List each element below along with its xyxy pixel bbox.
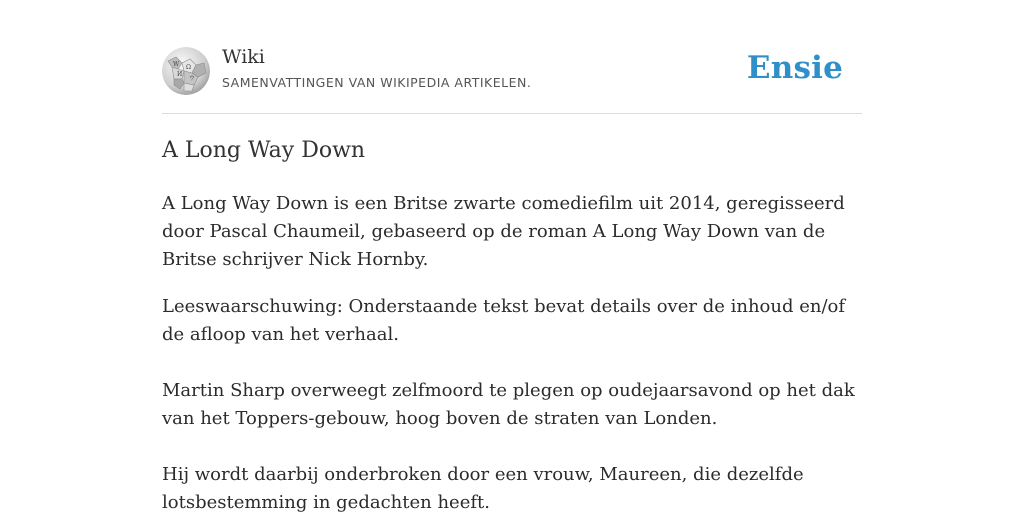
header bbox=[162, 0, 862, 114]
article-paragraph-intro: A Long Way Down is een Britse zwarte comediefilm uit 2014, geregisseerd door Pascal Chaumeil, gebaseerd op de roman A Long Way Down van de Britse schrijver Nick Hornby. bbox=[162, 193, 845, 270]
svg-text:И: И bbox=[177, 71, 183, 78]
svg-text:Ω: Ω bbox=[186, 64, 191, 71]
article-title: A Long Way Down bbox=[162, 138, 366, 163]
svg-text:W: W bbox=[173, 61, 180, 68]
article-paragraph: Martin Sharp overweegt zelfmoord te plegen op oudejaarsavond op het dak van het Toppers-gebouw, hoog boven de straten van Londen. bbox=[162, 380, 855, 429]
page bbox=[162, 0, 862, 513]
article-paragraph-spoiler-warning: Leeswaarschuwing: Onderstaande tekst bevat details over de inhoud en/of de afloop van het verhaal. bbox=[162, 296, 846, 345]
article-paragraph: Hij wordt daarbij onderbroken door een vrouw, Maureen, die dezelfde lotsbestemming in gedachten heeft. bbox=[162, 464, 804, 513]
ensie-brand-link[interactable]: Ensie bbox=[746, 50, 843, 86]
site-subtitle: SAMENVATTINGEN VAN WIKIPEDIA ARTIKELEN. bbox=[222, 75, 532, 90]
site-title[interactable]: Wiki bbox=[222, 46, 265, 68]
svg-text:ウ: ウ bbox=[189, 75, 196, 82]
wikipedia-globe-icon[interactable] bbox=[162, 47, 210, 95]
